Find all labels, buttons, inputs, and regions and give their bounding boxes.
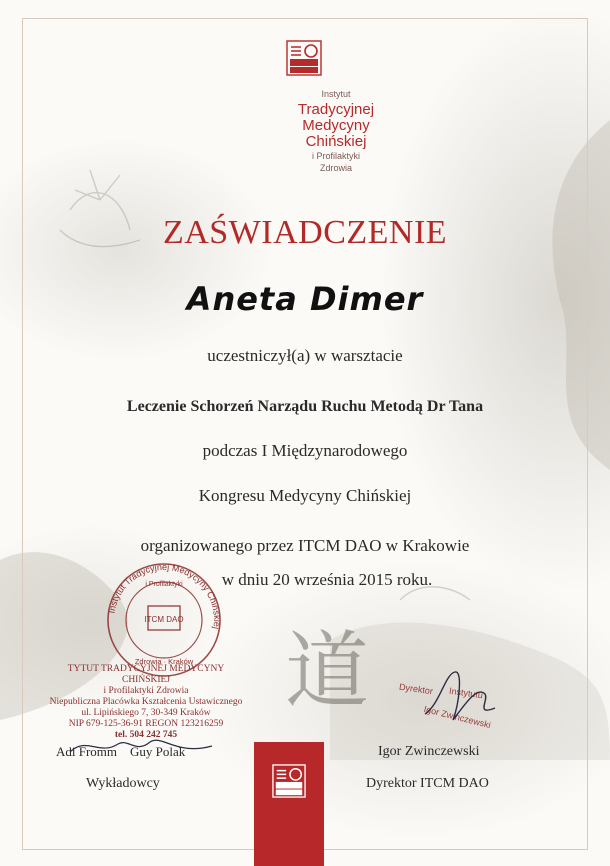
lecturers-names: Adi Fromm Guy Polak (56, 744, 186, 759)
body-line-3: podczas I Międzynarodowego (202, 441, 408, 460)
certificate-title: ZAŚWIADCZENIE (162, 214, 448, 251)
stamp-line: ul. Lipińskiego 7, 30-349 Kraków (81, 708, 211, 718)
logo-line-1: Tradycyjnej (297, 101, 375, 118)
logo-small-bottom-1: i Profilaktyki (311, 151, 360, 161)
body-line-6: w dniu 20 września 2015 roku. (221, 570, 433, 589)
director-stamp (395, 664, 525, 744)
stamp-line: TYTUT TRADYCYJNEJ MEDYCYNY CHIŃSKIEJ (67, 664, 225, 685)
director-stamp-line-2: Instytutu (448, 685, 484, 701)
body-line-5: organizowanego przez ITCM DAO w Krakowie (140, 536, 470, 555)
stamp-ring-bottom: Zdrowia · Kraków (134, 657, 194, 666)
stamp-line: NIP 679-125-36-91 REGON 123216259 (68, 719, 224, 729)
body-line-4: Kongresu Medycyny Chińskiej (198, 486, 412, 505)
itcm-dao-logo-icon (286, 40, 322, 76)
stamp-line: tel. 504 242 745 (114, 730, 178, 740)
lecturers-role: Wykładowcy (86, 776, 160, 791)
participant-name: Aneta Dimer (186, 280, 424, 318)
dao-calligraphy (282, 608, 372, 728)
body-line-1: uczestniczył(a) w warsztacie (207, 346, 403, 365)
logo-small-top: Instytut (321, 89, 351, 99)
director-signature (415, 664, 505, 734)
red-bookmark-bar (254, 742, 324, 866)
director-role: Dyrektor ITCM DAO (366, 776, 489, 791)
director-stamp-line-3: Igor Zwinczewski (422, 703, 492, 731)
workshop-title: Leczenie Schorzeń Narządu Ruchu Metodą Dr Tana (126, 398, 484, 415)
logo-line-2: Medycyny (302, 117, 370, 134)
logo-small-bottom-2: Zdrowia (319, 163, 352, 173)
calligraphy-character: 道 (284, 622, 370, 720)
institute-round-stamp (100, 560, 228, 680)
stamp-ring-text: Instytut Tradycyjnej Medycyny Chińskiej (106, 561, 223, 630)
stamp-line: Niepubliczna Placówka Kształcenia Ustawicznego (49, 697, 243, 707)
director-stamp-line-1: Dyrektor (398, 681, 434, 697)
logo-line-3: Chińskiej (305, 133, 367, 150)
stamp-center-text: ITCM DAO (144, 615, 184, 624)
logo-text-block (266, 86, 406, 174)
itcm-dao-bar-logo-icon (272, 764, 306, 798)
stamp-ring-mid: i Profilaktyki (145, 581, 183, 588)
director-name: Igor Zwinczewski (378, 744, 480, 759)
stamp-line: i Profilaktyki Zdrowia (103, 686, 189, 696)
